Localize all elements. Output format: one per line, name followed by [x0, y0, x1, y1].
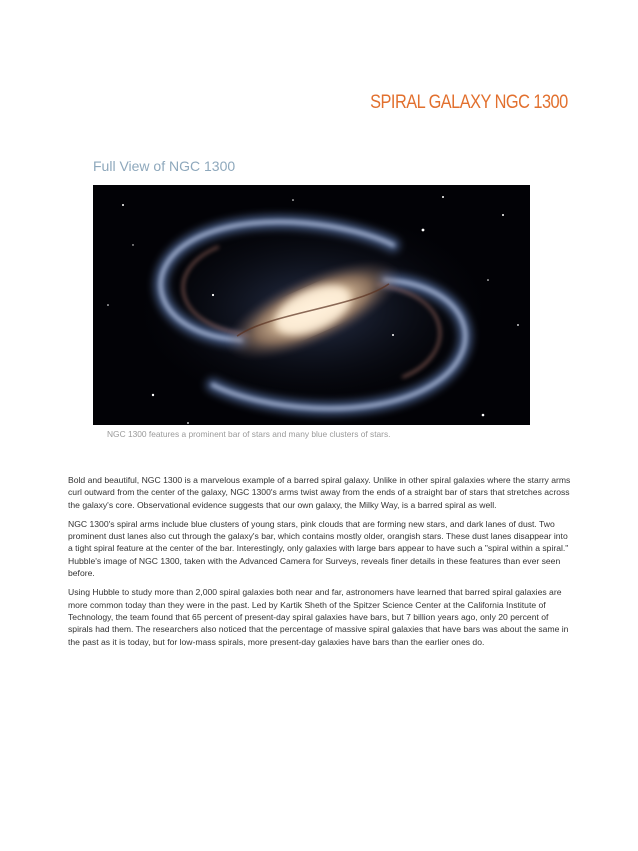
paragraph: Bold and beautiful, NGC 1300 is a marvelous example of a barred spiral galaxy. Unlike in other spiral galaxies where the starry arms curl outward from the center of the galaxy, NGC 1300's arms twist away from the ends of a straight bar of stars that stretches across the galaxy's core. Observational evidence suggests that our own galaxy, the Milky Way, is a barred spiral as well. [68, 475, 571, 510]
figure-caption: NGC 1300 features a prominent bar of stars and many blue clusters of stars. [93, 425, 530, 444]
paragraph: NGC 1300's spiral arms include blue clusters of young stars, pink clouds that are forming new stars, and dark lanes of dust. Two prominent dust lanes also cut through the galaxy's bar, which contains mostly older, orangish stars. These dust lanes disappear into a tight spiral feature at the center of the bar. Interestingly, only galaxies with large bars appear to have such a "spiral within a spiral." Hubble's image of NGC 1300, taken with the Advanced Camera for Surveys, reveals finer details in these features than ever seen before. [68, 518, 569, 579]
galaxy-figure [93, 185, 530, 444]
article-body [68, 474, 573, 655]
page-title: SPIRAL GALAXY NGC 1300 [370, 92, 568, 113]
paragraph: Using Hubble to study more than 2,000 spiral galaxies both near and far, astronomers have learned that barred spiral galaxies are more common today than they were in the past. Led by Kartik Sheth of the Spitzer Science Center at the California Institute of Technology, the team found that 65 percent of present-day spiral galaxies have bars, but 7 billion years ago, only 20 percent of spirals had them. The researchers also noticed that the percentage of massive spiral galaxies that have bars was about the same in the past as it is today, but for low-mass spirals, more present-day galaxies have bars than the earlier ones do. [68, 587, 569, 647]
galaxy-image [93, 185, 530, 444]
figure-title: Full View of NGC 1300 [93, 158, 236, 174]
